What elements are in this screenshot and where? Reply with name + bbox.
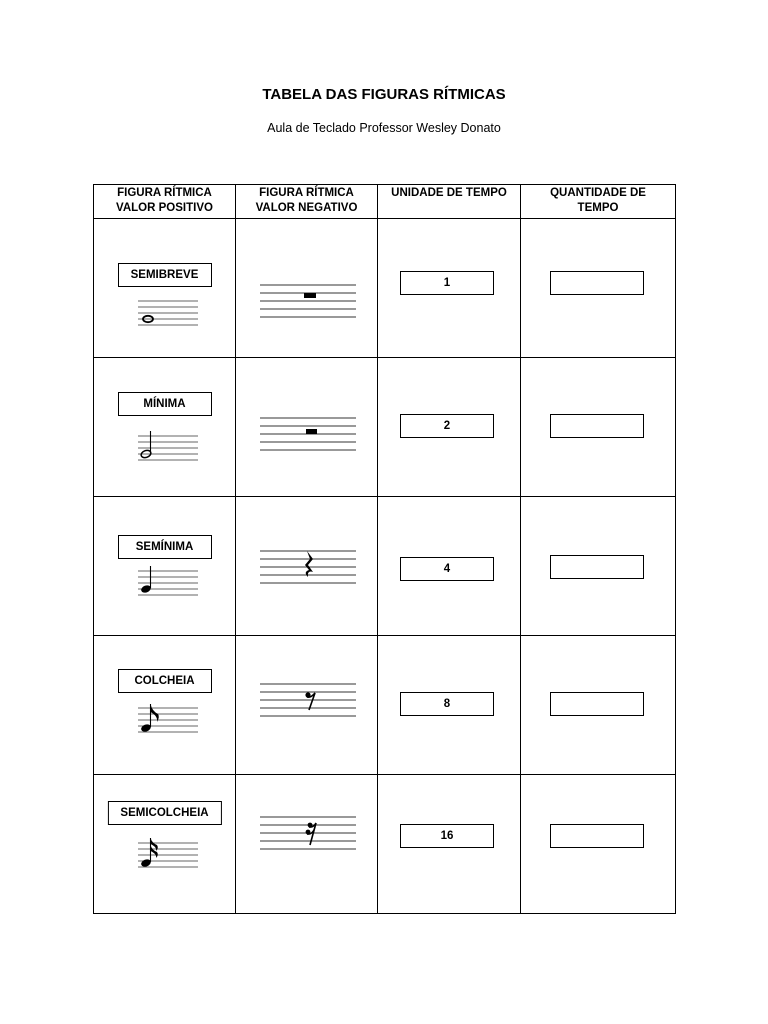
unit-value-box: 1: [400, 271, 494, 295]
quarter-note-icon: [136, 565, 200, 599]
positive-figure-cell: [94, 219, 236, 358]
quantity-cell: [521, 636, 676, 775]
table-header-row: [94, 185, 676, 219]
table-row: [94, 358, 676, 497]
positive-figure-cell: [94, 775, 236, 914]
eighth-rest-icon: [258, 680, 358, 722]
negative-figure-cell: [236, 358, 378, 497]
page-title: TABELA DAS FIGURAS RÍTMICAS: [262, 86, 506, 103]
table-row: [94, 775, 676, 914]
eighth-note-icon: [136, 702, 200, 738]
whole-note-icon: [136, 297, 200, 329]
quantity-answer-box[interactable]: [550, 414, 644, 438]
half-rest-icon: [258, 414, 358, 456]
positive-figure-cell: [94, 497, 236, 636]
positive-figure-cell: [94, 636, 236, 775]
column-header-quantity: QUANTIDADE DE TEMPO: [521, 185, 676, 219]
unit-cell: [378, 636, 521, 775]
half-note-icon: [136, 430, 200, 464]
figure-name-label: SEMICOLCHEIA: [107, 801, 221, 825]
quarter-rest-icon: [258, 547, 358, 589]
table-row: [94, 219, 676, 358]
whole-rest-icon: [258, 281, 358, 321]
unit-cell: [378, 497, 521, 636]
quantity-answer-box[interactable]: [550, 271, 644, 295]
table-row: [94, 497, 676, 636]
positive-figure-cell: [94, 358, 236, 497]
quantity-cell: [521, 775, 676, 914]
unit-value-box: 16: [400, 824, 494, 848]
unit-cell: [378, 358, 521, 497]
negative-figure-cell: [236, 497, 378, 636]
quantity-cell: [521, 219, 676, 358]
negative-figure-cell: [236, 775, 378, 914]
figure-name-label: MÍNIMA: [118, 392, 212, 416]
figure-name-label: COLCHEIA: [118, 669, 212, 693]
sixteenth-rest-icon: [258, 813, 358, 855]
figure-name-label: SEMIBREVE: [118, 263, 212, 287]
negative-figure-cell: [236, 219, 378, 358]
column-header-negative: FIGURA RÍTMICA VALOR NEGATIVO: [236, 185, 378, 219]
unit-cell: [378, 219, 521, 358]
rhythm-figures-table: [93, 184, 676, 914]
quantity-cell: [521, 358, 676, 497]
negative-figure-cell: [236, 636, 378, 775]
column-header-positive: FIGURA RÍTMICA VALOR POSITIVO: [94, 185, 236, 219]
table-row: [94, 636, 676, 775]
figure-name-label: SEMÍNIMA: [118, 535, 212, 559]
quantity-answer-box[interactable]: [550, 555, 644, 579]
sixteenth-note-icon: [136, 835, 200, 871]
unit-value-box: 8: [400, 692, 494, 716]
quantity-answer-box[interactable]: [550, 692, 644, 716]
unit-value-box: 2: [400, 414, 494, 438]
unit-cell: [378, 775, 521, 914]
unit-value-box: 4: [400, 557, 494, 581]
quantity-answer-box[interactable]: [550, 824, 644, 848]
page-subtitle: Aula de Teclado Professor Wesley Donato: [267, 121, 501, 135]
quantity-cell: [521, 497, 676, 636]
column-header-unit: UNIDADE DE TEMPO: [378, 185, 521, 219]
